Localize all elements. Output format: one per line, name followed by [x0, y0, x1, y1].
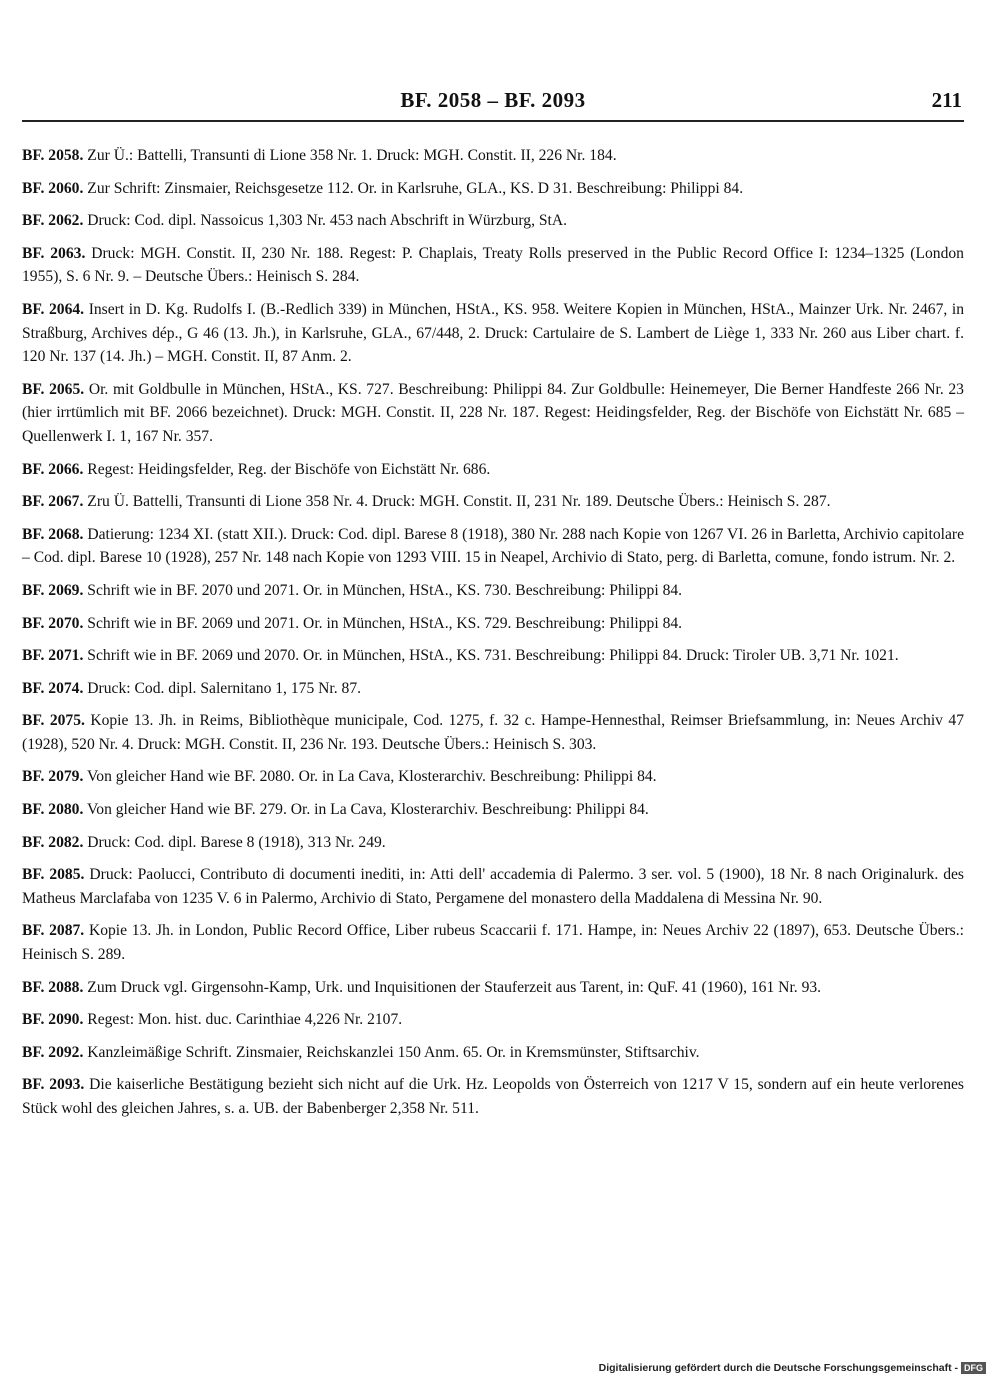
entry-ref: BF. 2063.	[22, 244, 86, 262]
entry	[22, 298, 964, 369]
entry	[22, 490, 964, 514]
entry-ref: BF. 2090.	[22, 1011, 84, 1029]
entry-ref: BF. 2082.	[22, 833, 84, 851]
entry	[22, 919, 964, 966]
entry-text: Zur Ü.: Battelli, Transunti di Lione 358 Nr. 1. Druck: MGH. Constit. II, 226 Nr. 184.	[87, 147, 617, 164]
entry	[22, 209, 964, 233]
page-number: 211	[931, 88, 962, 112]
entry	[22, 378, 964, 449]
entry	[22, 242, 964, 289]
entry-text: Insert in D. Kg. Rudolfs I. (B.-Redlich 339) in München, HStA., KS. 958. Weitere Kopien in München, HStA., Mainzer Urk. Nr. 2467, in Straßburg, Archives dép., G 46 (13. Jh.), in Karlsruhe, GLA., 67/448, 2. Druck: Cartulaire de S. Lambert de Liège 1, 333 Nr. 260 aus Liber chart. f. 120 Nr. 137 (14. Jh.) – MGH. Constit. II, 87 Anm. 2.	[22, 300, 964, 366]
entry-text: Druck: Cod. dipl. Nassoicus 1,303 Nr. 453 nach Abschrift in Würzburg, StA.	[87, 212, 568, 230]
entry	[22, 144, 964, 168]
entry-ref: BF. 2066.	[22, 460, 84, 478]
entry-text: Regest: Heidingsfelder, Reg. der Bischöfe von Eichstätt Nr. 686.	[87, 460, 491, 478]
entry-text: Kopie 13. Jh. in London, Public Record Office, Liber rubeus Scaccarii f. 171. Hampe, in: Neues Archiv 22 (1897), 653. Deutsche Übers.: Heinisch S. 289.	[22, 922, 964, 964]
entry-text: Kopie 13. Jh. in Reims, Bibliothèque municipale, Cod. 1275, f. 32 c. Hampe-Hennesthal, Reimser Briefsammlung, in: Neues Archiv 47 (1928), 520 Nr. 4. Druck: MGH. Constit. II, 236 Nr. 193. Deutsche Übers.: Heinisch S. 303.	[22, 712, 964, 753]
entry-text: Die kaiserliche Bestätigung bezieht sich nicht auf die Urk. Hz. Leopolds von Österreich von 1217 V 15, sondern auf ein heute verlorenes Stück wohl des gleichen Jahres, s. a. UB. der Babenberger 2,358 Nr. 511.	[22, 1076, 964, 1117]
entry-text: Zur Schrift: Zinsmaier, Reichsgesetze 112. Or. in Karlsruhe, GLA., KS. D 31. Beschreibung: Philippi 84.	[87, 179, 744, 197]
entry-ref: BF. 2092.	[22, 1043, 84, 1061]
entry-text: Schrift wie in BF. 2069 und 2070. Or. in München, HStA., KS. 731. Beschreibung: Philippi 84. Druck: Tiroler UB. 3,71 Nr. 1021.	[87, 647, 899, 665]
entry-text: Zru Ü. Battelli, Transunti di Lione 358 Nr. 4. Druck: MGH. Constit. II, 231 Nr. 189. Deutsche Übers.: Heinisch S. 287.	[87, 493, 831, 511]
entry-ref: BF. 2065.	[22, 380, 85, 398]
entry	[22, 644, 964, 668]
entry-ref: BF. 2079.	[22, 768, 84, 786]
entry-ref: BF. 2067.	[22, 493, 84, 511]
entry-text: Datierung: 1234 XI. (statt XII.). Druck: Cod. dipl. Barese 8 (1918), 380 Nr. 288 nach Kopie von 1267 VI. 26 in Barletta, Archivio capitolare – Cod. dipl. Barese 10 (1928), 257 Nr. 148 nach Kopie von 1293 VIII. 15 in Neapel, Archivio di Stato, perg. di Barletta, comune, fondo istrum. Nr. 2.	[22, 525, 964, 567]
entry-text: Regest: Mon. hist. duc. Carinthiae 4,226 Nr. 2107.	[87, 1011, 403, 1029]
entry-text: Schrift wie in BF. 2070 und 2071. Or. in München, HStA., KS. 730. Beschreibung: Philippi 84.	[87, 581, 683, 599]
entry-list	[22, 144, 964, 1130]
entry	[22, 523, 964, 570]
entry	[22, 612, 964, 636]
entry-text: Druck: Paolucci, Contributo di documenti inediti, in: Atti dell' accademia di Palermo. 3 ser. vol. 5 (1900), 18 Nr. 8 nach Originalurk. des Matheus Marclafaba von 1235 V. 6 in Palermo, Archivio di Stato, Pergamene del monastero della Maddalena di Messina Nr. 90.	[22, 866, 964, 907]
entry-text: Schrift wie in BF. 2069 und 2071. Or. in München, HStA., KS. 729. Beschreibung: Philippi 84.	[87, 614, 683, 632]
entry	[22, 1073, 964, 1120]
entry-ref: BF. 2080.	[22, 801, 84, 819]
running-title: BF. 2058 – BF. 2093	[400, 88, 586, 112]
entry-ref: BF. 2060.	[22, 179, 84, 197]
entry-text: Kanzleimäßige Schrift. Zinsmaier, Reichskanzlei 150 Anm. 65. Or. in Kremsmünster, Stiftsarchiv.	[87, 1043, 700, 1061]
entry-text: Von gleicher Hand wie BF. 2080. Or. in La Cava, Klosterarchiv. Beschreibung: Philippi 84.	[87, 768, 657, 786]
entry-text: Druck: MGH. Constit. II, 230 Nr. 188. Regest: P. Chaplais, Treaty Rolls preserved in the Public Record Office I: 1234–1325 (London 1955), S. 6 Nr. 9. – Deutsche Übers.: Heinisch S. 284.	[22, 244, 964, 286]
entry	[22, 579, 964, 603]
entry-ref: BF. 2085.	[22, 866, 85, 884]
entry-text: Druck: Cod. dipl. Salernitano 1, 175 Nr. 87.	[87, 679, 362, 697]
dfg-logo: DFG	[961, 1362, 986, 1374]
entry	[22, 831, 964, 855]
entry-text: Or. mit Goldbulle in München, HStA., KS. 727. Beschreibung: Philippi 84. Zur Goldbulle: Heinemeyer, Die Berner Handfeste 266 Nr. 23 (hier irrtümlich mit BF. 2066 bezeichnet). Druck: MGH. Constit. II, 228 Nr. 187. Regest: Heidingsfelder, Reg. der Bischöfe von Eichstätt Nr. 685 – Quellenwerk I. 1, 167 Nr. 357.	[22, 380, 964, 445]
entry-ref: BF. 2069.	[22, 581, 84, 599]
entry-text: Von gleicher Hand wie BF. 279. Or. in La Cava, Klosterarchiv. Beschreibung: Philippi 84.	[87, 801, 649, 819]
entry-ref: BF. 2093.	[22, 1076, 85, 1094]
entry-ref: BF. 2075.	[22, 712, 85, 730]
entry-ref: BF. 2058.	[22, 147, 84, 164]
entry-ref: BF. 2062.	[22, 212, 84, 230]
entry-ref: BF. 2071.	[22, 647, 84, 665]
entry-ref: BF. 2064.	[22, 300, 85, 318]
entry	[22, 677, 964, 701]
footer-text: Digitalisierung gefördert durch die Deutsche Forschungsgemeinschaft -	[598, 1362, 958, 1374]
entry	[22, 458, 964, 482]
entry	[22, 863, 964, 910]
entry	[22, 1008, 964, 1032]
page-header	[22, 84, 964, 122]
entry-ref: BF. 2068.	[22, 525, 84, 543]
footer	[599, 1362, 986, 1374]
entry	[22, 709, 964, 756]
entry-ref: BF. 2070.	[22, 614, 84, 632]
entry	[22, 177, 964, 201]
entry-text: Druck: Cod. dipl. Barese 8 (1918), 313 Nr. 249.	[87, 833, 386, 851]
entry-ref: BF. 2087.	[22, 922, 85, 940]
entry	[22, 798, 964, 822]
entry	[22, 1041, 964, 1065]
entry-ref: BF. 2088.	[22, 978, 84, 996]
entry-text: Zum Druck vgl. Girgensohn-Kamp, Urk. und Inquisitionen der Stauferzeit aus Tarent, in: QuF. 41 (1960), 161 Nr. 93.	[87, 978, 822, 996]
entry-ref: BF. 2074.	[22, 679, 84, 697]
entry	[22, 976, 964, 1000]
entry	[22, 765, 964, 789]
